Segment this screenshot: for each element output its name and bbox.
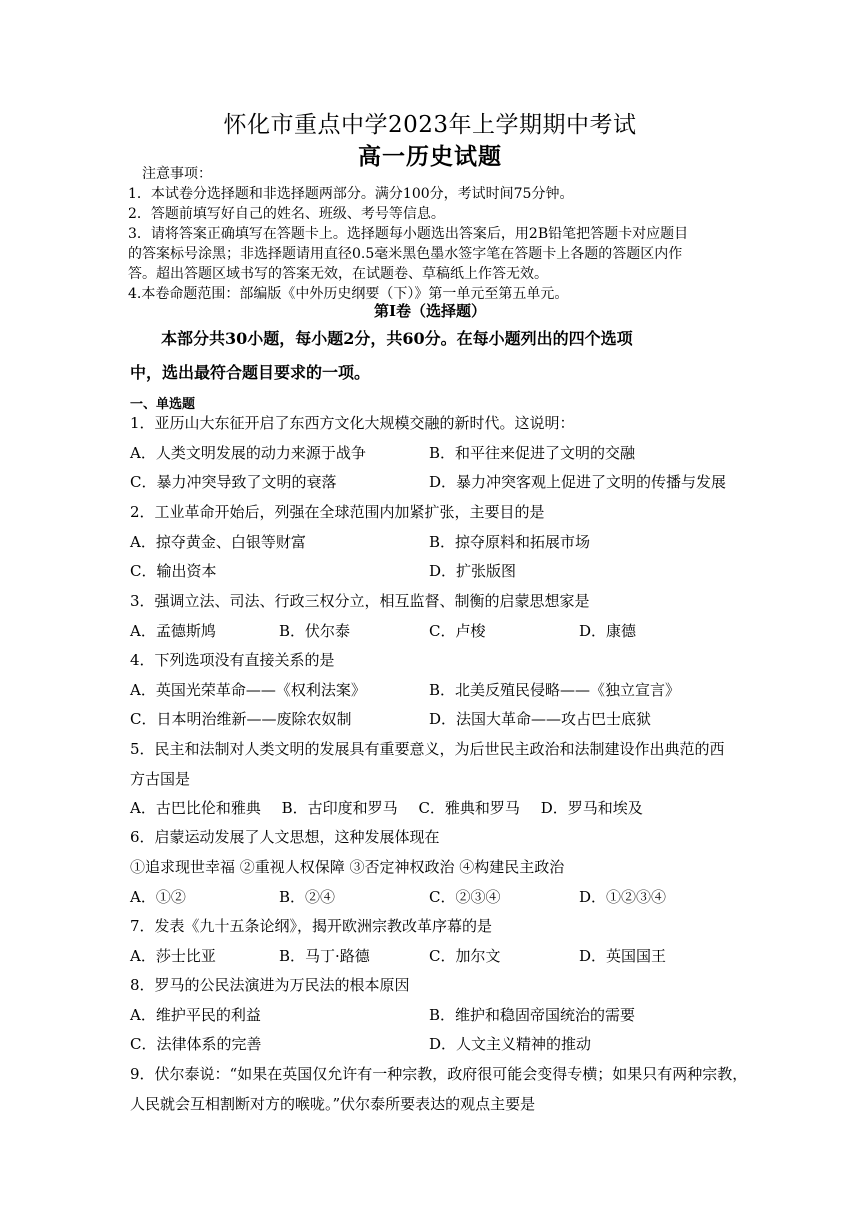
option-c[interactable]: C．输出资本 [130,562,217,580]
option-a[interactable]: A．莎士比亚 [130,947,216,965]
option-b[interactable]: B．伏尔泰 [279,622,351,640]
notes-item: 的答案标号涂黑；非选择题请用直径0.5毫米黑色墨水签字笔在答题卡上各题的答题区内作 [128,246,683,262]
question-3-stem: 3．强调立法、司法、行政三权分立，相互监督、制衡的启蒙思想家是 [130,592,590,610]
option-d[interactable]: D．罗马和埃及 [540,799,643,817]
option-b[interactable]: B．②④ [279,888,336,906]
question-8-stem: 8．罗马的公民法演进为万民法的根本原因 [130,976,410,994]
section-instruction: 本部分共30小题，每小题2分，共60分。在每小题列出的四个选项 [161,329,633,348]
option-b[interactable]: B．马丁·路德 [279,947,370,965]
option-d[interactable]: D．扩张版图 [429,562,517,580]
question-5-stem: 5．民主和法制对人类文明的发展具有重要意义，为后世民主政治和法制建设作出典范的西 [130,740,725,758]
option-c[interactable]: C．卢梭 [429,622,486,640]
question-4-stem: 4．下列选项没有直接关系的是 [130,651,335,669]
option-a[interactable]: A．①② [130,888,186,906]
question-6-statements: ①追求现世幸福 ②重视人权保障 ③否定神权政治 ④构建民主政治 [130,858,565,876]
question-6-stem: 6．启蒙运动发展了人文思想，这种发展体现在 [130,828,440,846]
option-c[interactable]: C．加尔文 [429,947,501,965]
question-7-stem: 7．发表《九十五条论纲》，揭开欧洲宗教改革序幕的是 [130,917,493,935]
question-2-stem: 2．工业革命开始后，列强在全球范围内加紧扩张，主要目的是 [130,503,545,521]
option-d[interactable]: D．英国国王 [579,947,667,965]
question-type-label: 一、单选题 [130,397,196,412]
option-c[interactable]: C．雅典和罗马 [418,799,520,817]
option-b[interactable]: B．维护和稳固帝国统治的需要 [429,1006,636,1024]
section-title: 第Ⅰ卷（选择题） [373,302,487,320]
notes-item: 3．请将答案正确填写在答题卡上。选择题每小题选出答案后，用2B铅笔把答题卡对应题目 [128,226,689,242]
option-c[interactable]: C．法律体系的完善 [130,1035,262,1053]
notes-item: 2．答题前填写好自己的姓名、班级、考号等信息。 [128,206,445,222]
question-5-options [130,797,740,818]
option-d[interactable]: D．暴力冲突客观上促进了文明的传播与发展 [429,473,727,491]
question-9-stem: 9．伏尔泰说：“如果在英国仅允许有一种宗教，政府很可能会变得专横；如果只有两种宗教， [130,1065,748,1083]
question-9-stem-cont: 人民就会互相割断对方的喉咙。”伏尔泰所要表达的观点主要是 [130,1095,536,1113]
option-a[interactable]: A．英国光荣革命——《权利法案》 [130,681,366,699]
option-a[interactable]: A．维护平民的利益 [130,1006,261,1024]
question-1-stem: 1．亚历山大东征开启了东西方文化大规模交融的新时代。这说明： [130,414,575,432]
option-a[interactable]: A．掠夺黄金、白银等财富 [130,533,306,551]
option-c[interactable]: C．暴力冲突导致了文明的衰落 [130,473,337,491]
option-c[interactable]: C．②③④ [429,888,501,906]
option-d[interactable]: D．①②③④ [579,888,667,906]
option-d[interactable]: D．人文主义精神的推动 [429,1035,592,1053]
option-b[interactable]: B．掠夺原料和拓展市场 [429,533,591,551]
option-c[interactable]: C．日本明治维新——废除农奴制 [130,710,352,728]
exam-title: 怀化市重点中学2023年上学期期中考试 [223,112,637,138]
exam-subtitle: 高一历史试题 [358,143,502,170]
option-d[interactable]: D．法国大革命——攻占巴士底狱 [429,710,652,728]
option-b[interactable]: B．古印度和罗马 [281,799,398,817]
notes-item: 答。超出答题区域书写的答案无效，在试题卷、草稿纸上作答无效。 [128,266,548,282]
notes-item: 1．本试卷分选择题和非选择题两部分。满分100分，考试时间75分钟。 [128,186,574,202]
option-a[interactable]: A．孟德斯鸠 [130,622,216,640]
section-instruction-cont: 中，选出最符合题目要求的一项。 [130,363,371,382]
option-a[interactable]: A．古巴比伦和雅典 [130,799,261,817]
option-b[interactable]: B．北美反殖民侵略——《独立宣言》 [429,681,681,699]
notes-item: 4.本卷命题范围：部编版《中外历史纲要（下）》第一单元至第五单元。 [128,286,569,302]
notes-block [128,164,738,304]
question-5-stem-cont: 方古国是 [130,770,191,788]
option-d[interactable]: D．康德 [579,622,637,640]
notes-heading: 注意事项： [142,166,212,182]
option-a[interactable]: A．人类文明发展的动力来源于战争 [130,444,366,462]
option-b[interactable]: B．和平往来促进了文明的交融 [429,444,636,462]
